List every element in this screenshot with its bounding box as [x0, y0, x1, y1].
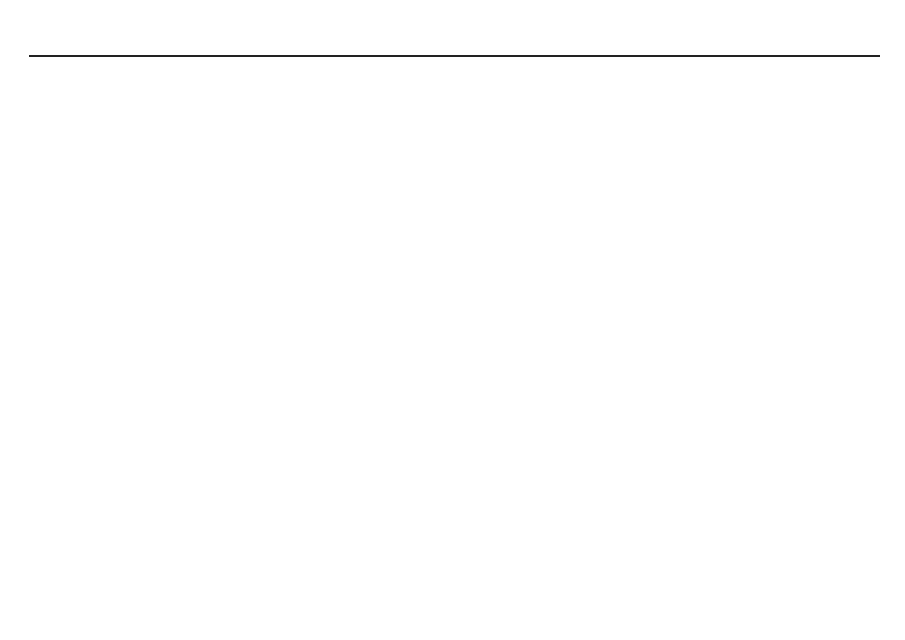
section-title	[30, 56, 880, 57]
section-header	[30, 56, 880, 57]
capital-investments-table	[29, 55, 880, 57]
